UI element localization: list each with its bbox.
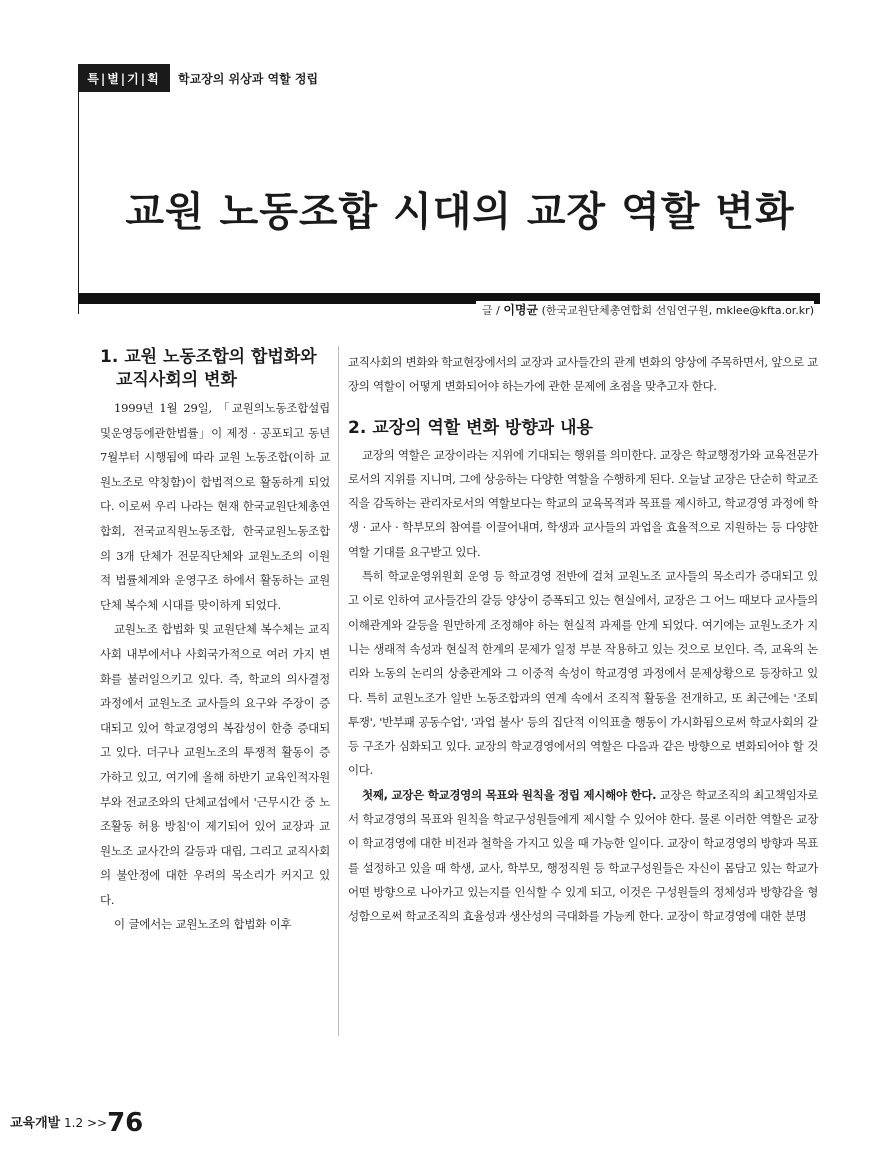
author-bar — [78, 293, 820, 317]
body-paragraph-continued: 교직사회의 변화와 학교현장에서의 교장과 교사들간의 관계 변화의 양상에 주목하면서, 앞으로 교장의 역할이 어떻게 변화되어야 하는가에 관한 문제에 초점을 맞추고자 한다. — [348, 355, 818, 394]
right-column — [348, 350, 818, 929]
column-divider — [338, 346, 339, 1036]
feature-tag: 특|별|기|획 — [78, 64, 170, 92]
body-paragraph — [348, 783, 818, 929]
body-paragraph: 특히 학교운영위원회 운영 등 학교경영 전반에 걸쳐 교원노조 교사들의 목소리가 증대되고 있고 이로 인하여 교사들간의 갈등 양상이 증폭되고 있는 현실에서, 교장은 그 어느 때보다 교사들의 이해관계와 갈등을 원만하게 조정해야 하는 현실적 과제를 안게 되었다. 여기에는 교원노조가 지니는 생래적 속성과 현실적 한계의 문제가 일정 부분 작용하고 있는 것으로 보인다. 즉, 교육의 논리와 노동의 논리의 상충관계와 그 이중적 속성이 학교경영 과정에서 문제상황으로 등장하고 있다. 특히 교원노조가 일반 노동조합과의 연계 속에서 조직적 활동을 전개하고, 또 최근에는 '조퇴 투쟁', '반부패 공동수업', '과업 불사' 등의 집단적 이익표출 행동이 가시화됨으로써 학교사회의 갈등 구조가 심화되고 있다. 교장의 학교경영에서의 역할은 다음과 같은 방향으로 변화되어야 할 것이다. — [348, 569, 818, 778]
section-header — [78, 64, 348, 94]
left-column — [100, 346, 330, 937]
journal-name: 교육개발 — [10, 1116, 61, 1131]
author-line — [476, 301, 814, 318]
author-prefix: 글 / — [482, 304, 504, 317]
feature-subtitle: 학교장의 위상과 역할 정립 — [178, 72, 319, 86]
issue-number: 1.2 >> — [60, 1116, 108, 1130]
body-paragraph: 교장의 역할은 교장이라는 지위에 기대되는 행위를 의미한다. 교장은 학교행정가와 교육전문가로서의 지위를 지니며, 그에 상응하는 다양한 역할을 수행하게 된다. 오늘날 교장은 단순히 학교조직을 감독하는 관리자로서의 역할보다는 학교의 교육목적과 목표를 제시하고, 학교경영 과정에 학생 · 교사 · 학부모의 참여를 이끌어내며, 학생과 교사들의 과업을 효율적으로 지원하는 등 다양한 역할 기대를 요구받고 있다. — [348, 447, 818, 559]
header-vertical-rule — [78, 64, 79, 314]
point1-text: 교장은 학교조직의 최고책임자로서 학교경영의 목표와 원칙을 학교구성원들에게 제시할 수 있어야 한다. 물론 이러한 역할은 교장이 학교경영에 대한 비전과 철학을 가지고 있을 때 가능한 일이다. 교장이 학교경영의 방향과 목표를 설정하고 있을 때 학생, 교사, 학부모, 행정직원 등 학교구성원들은 자신이 몸담고 있는 학교가 어떤 방향으로 나아가고 있는지를 인식할 수 있게 되고, 이것은 구성원들의 정체성과 방향감을 형성함으로써 학교조직의 효율성과 생산성의 극대화를 가능케 한다. 교장이 학교경영에 대한 분명 — [348, 787, 818, 924]
body-paragraph: 교원노조 합법화 및 교원단체 복수체는 교직사회 내부에서나 사회국가적으로 여러 가지 변화를 불러일으키고 있다. 즉, 학교의 의사결정과정에서 교원노조 교사들의 요구와 주장이 증대되고 있어 학교경영의 복잡성이 한층 증대되고 있다. 더구나 교원노조의 투쟁적 활동이 증가하고 있고, 여기에 올해 하반기 교육인적자원부와 전교조와의 단체교섭에서 '근무시간 중 노조활동 허용 방침'이 제기되어 있어 교장과 교원노조 교사간의 갈등과 대립, 그리고 교직사회의 불안정에 대한 우려의 목소리가 커지고 있다. — [100, 622, 330, 907]
article-title: 교원 노동조합 시대의 교장 역할 변화 — [125, 189, 795, 235]
section1-heading — [100, 346, 330, 392]
section1-heading-line2: 교직사회의 변화 — [116, 370, 237, 390]
author-name: 이명균 — [503, 303, 539, 317]
body-paragraph: 이 글에서는 교원노조의 합법화 이후 — [114, 917, 292, 932]
section1-heading-line1: 1. 교원 노동조합의 합법화와 — [100, 347, 317, 367]
section2-heading: 2. 교장의 역할 변화 방향과 내용 — [348, 417, 593, 438]
body-paragraph: 1999년 1월 29일, 「교원의노동조합설립및운영등에관한법률」이 제정 · 공포되고 동년 7월부터 시행됨에 따라 교원 노동조합(이하 교원노조로 약칭함)이 합법적으로 활동하게 되었다. 이로써 우리 나라는 현재 한국교원단체총연합회, 전국교직원노동조합, 한국교원노동조합의 3개 단체가 전문직단체와 교원노조의 이원적 법률체계와 운영구조 하에서 활동하는 교원단체 복수체 시대를 맞이하게 되었다. — [100, 401, 330, 612]
author-affiliation: (한국교원단체총연합회 선임연구원, mklee@kfta.or.kr) — [541, 304, 814, 317]
page-footer — [10, 1108, 143, 1138]
point1-heading: 첫째, 교장은 학교경영의 목표와 원칙을 정립 제시해야 한다. — [362, 787, 657, 802]
page-number: 76 — [107, 1108, 144, 1138]
